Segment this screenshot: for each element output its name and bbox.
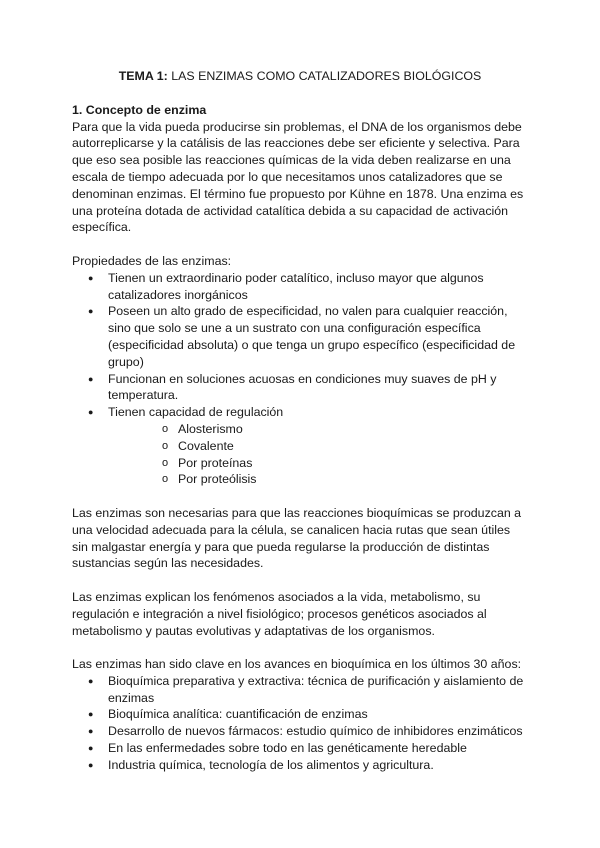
list-item-text: Tienen capacidad de regulación bbox=[108, 405, 284, 420]
sublist-item: o Covalente bbox=[108, 438, 528, 455]
properties-label: Propiedades de las enzimas: bbox=[72, 253, 232, 268]
regulation-sublist bbox=[108, 421, 528, 488]
paragraph-necessity: Las enzimas son necesarias para que las reacciones bioquímicas se produzcan a una velocidad adecuada para la célula, se canalicen hacia rutas que sean útiles sin malgastar energía y para que pueda regularse la producción de distintas sustancias según las necesidades. bbox=[72, 505, 522, 571]
document-title bbox=[72, 68, 528, 85]
list-item: ● Bioquímica preparativa y extractiva: técnica de purificación y aislamiento de enzimas bbox=[72, 673, 528, 707]
list-item: ● Funcionan en soluciones acuosas en condiciones muy suaves de pH y temperatura. bbox=[72, 371, 528, 405]
advances-list bbox=[72, 673, 528, 774]
list-item: ● Desarrollo de nuevos fármacos: estudio químico de inhibidores enzimáticos bbox=[72, 723, 528, 740]
sublist-item: o Por proteólisis bbox=[108, 471, 528, 488]
list-item: ● Bioquímica analítica: cuantificación de enzimas bbox=[72, 706, 528, 723]
properties-list bbox=[72, 270, 528, 488]
intro-paragraph: Para que la vida pueda producirse sin problemas, el DNA de los organismos debe autorreplicarse y la catálisis de las reacciones debe ser eficiente y selectiva. Para que eso sea posible las reacciones químicas de la vida deben realizarse en una escala de tiempo adecuada por lo que necesitamos unos catalizadores que se denominan enzimas. El término fue propuesto por Kühne en 1878. Una enzima es una proteína dotada de actividad catalítica debida a su capacidad de activación específica. bbox=[72, 119, 524, 235]
advances-label: Las enzimas han sido clave en los avances en bioquímica en los últimos 30 años: bbox=[72, 657, 522, 672]
list-item: ● Poseen un alto grado de especificidad, no valen para cualquier reacción, sino que solo se une a un sustrato con una configuración específica (especificidad absoluta) o que tenga un grupo específico (especificidad de grupo) bbox=[72, 303, 528, 370]
list-item: ● Tienen un extraordinario poder catalítico, incluso mayor que algunos catalizadores inorgánicos bbox=[72, 270, 528, 304]
list-item: ● En las enfermedades sobre todo en las genéticamente heredable bbox=[72, 740, 528, 757]
sublist-item: o Alosterismo bbox=[108, 421, 528, 438]
document-page bbox=[72, 68, 528, 790]
paragraph-phenomena: Las enzimas explican los fenómenos asociados a la vida, metabolismo, su regulación e integración a nivel fisiológico; procesos genéticos asociados al metabolismo y pautas evolutivas y adaptativas de los organismos. bbox=[72, 589, 487, 638]
sublist-item: o Por proteínas bbox=[108, 455, 528, 472]
title-prefix: TEMA 1: bbox=[118, 69, 168, 83]
section-heading: 1. Concepto de enzima bbox=[72, 102, 207, 117]
title-text: LAS ENZIMAS COMO CATALIZADORES BIOLÓGICOS bbox=[167, 69, 482, 83]
list-item: ● Industria química, tecnología de los alimentos y agricultura. bbox=[72, 757, 528, 774]
list-item-regulation bbox=[72, 404, 528, 488]
